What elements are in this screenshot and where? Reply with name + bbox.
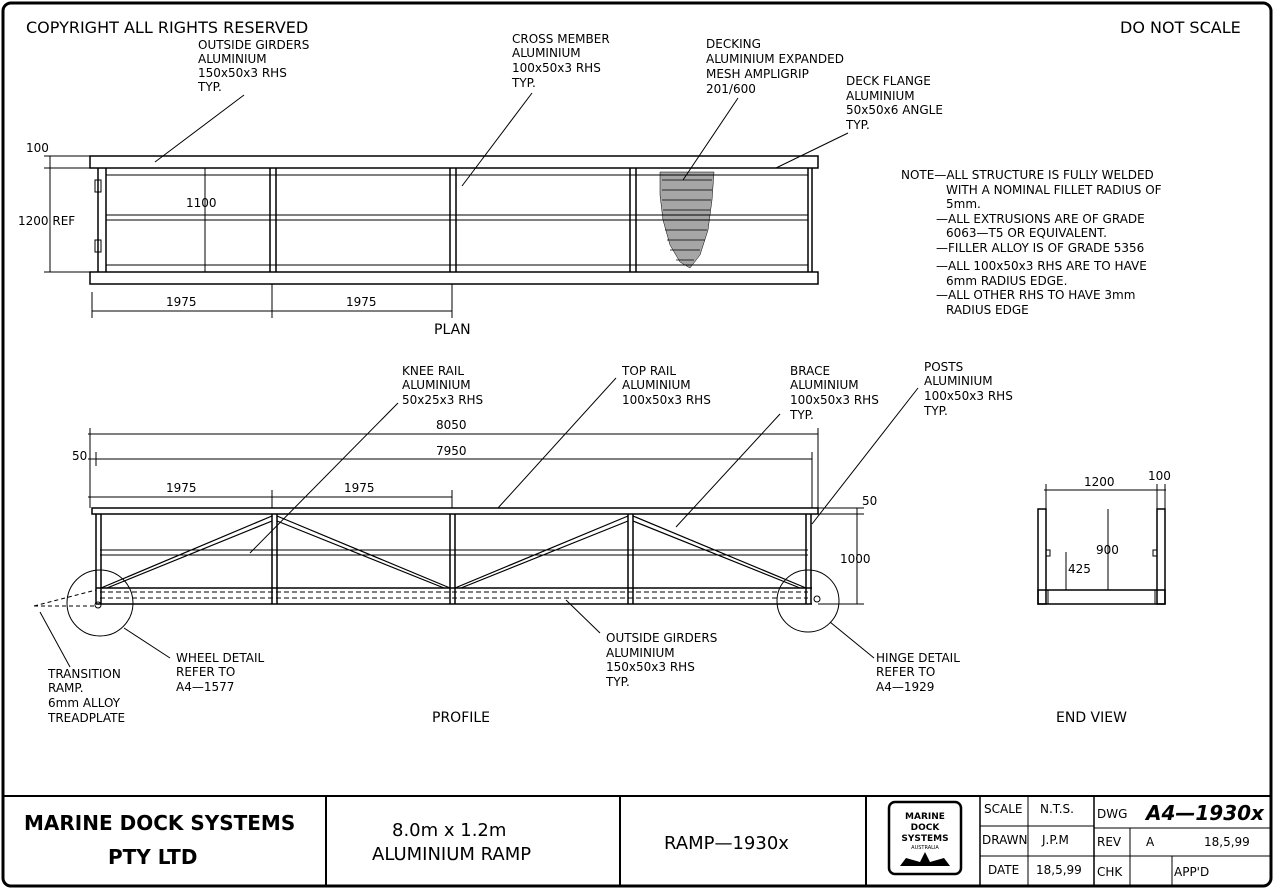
note-line-5: 6063—T5 OR EQUIVALENT.: [946, 226, 1107, 240]
plan-outside-girders-line2: ALUMINIUM: [198, 52, 267, 66]
plan-view: [18, 32, 943, 338]
cross-member-line2: ALUMINIUM: [512, 46, 581, 60]
plan-outside-girders-line3: 150x50x3 RHS: [198, 66, 287, 80]
brace-line1: BRACE: [790, 364, 831, 378]
decking-line4: 201/600: [706, 82, 756, 96]
profile-dim-1975-a: 1975: [166, 481, 197, 495]
profile-dim-1975-b: 1975: [344, 481, 375, 495]
knee-rail-line2: ALUMINIUM: [402, 378, 471, 392]
profile-outside-girders-line4: TYP.: [606, 675, 630, 689]
date-label: DATE: [988, 863, 1020, 877]
svg-text:AUSTRALIA: AUSTRALIA: [911, 845, 939, 851]
posts-line1: POSTS: [924, 360, 964, 374]
wheel-detail-line2: REFER TO: [176, 665, 236, 679]
decking-line3: MESH AMPLIGRIP: [706, 67, 809, 81]
scale-value: N.T.S.: [1040, 802, 1074, 816]
hinge-detail-circle: [777, 570, 839, 632]
drawing-number: A4—1930x: [1146, 801, 1264, 825]
plan-title: PLAN: [434, 322, 471, 338]
end-view: [1038, 469, 1171, 726]
svg-text:SYSTEMS: SYSTEMS: [901, 834, 949, 844]
dwg-label: DWG: [1097, 807, 1128, 821]
svg-text:OUTSIDE GIRDERS: [198, 38, 309, 52]
end-dim-425: 425: [1068, 562, 1091, 576]
wheel-detail-line1: WHEEL DETAIL: [176, 651, 265, 665]
plan-dim-100: 100: [26, 141, 49, 155]
posts-line2: ALUMINIUM: [924, 374, 993, 388]
part-number: RAMP—1930x: [664, 833, 789, 854]
decking-line2: ALUMINIUM EXPANDED: [706, 52, 844, 66]
svg-text:DECK FLANGE: [846, 74, 931, 88]
company-name-line1: MARINE DOCK SYSTEMS: [24, 811, 296, 835]
deck-flange-line2: ALUMINIUM: [846, 89, 915, 103]
profile-title: PROFILE: [432, 710, 491, 726]
company-name-line2: PTY LTD: [108, 845, 198, 869]
svg-text:MESH AMPLIGRIP: [706, 67, 809, 81]
svg-text:100x50x3 RHS: [512, 61, 601, 75]
brace-line3: 100x50x3 RHS: [790, 393, 879, 407]
plan-outside-girders-line4: TYP.: [198, 80, 222, 94]
transition-ramp-line4: TREADPLATE: [48, 711, 126, 725]
do-not-scale-text: DO NOT SCALE: [1120, 18, 1241, 37]
brace-line2: ALUMINIUM: [790, 378, 859, 392]
cross-member-line1: CROSS MEMBER: [512, 32, 610, 46]
svg-text:TYP.: [197, 80, 222, 94]
brace-line4: TYP.: [790, 408, 814, 422]
profile-dim-8050: 8050: [436, 418, 467, 432]
date-value: 18,5,99: [1036, 863, 1082, 877]
profile-outside-girders-line2: ALUMINIUM: [606, 646, 675, 660]
knee-rail-line3: 50x25x3 RHS: [402, 393, 484, 407]
svg-text:TYP.: [845, 118, 870, 132]
deck-flange-line3: 50x50x6 ANGLE: [846, 103, 943, 117]
note-line-9: —ALL OTHER RHS TO HAVE 3mm: [936, 288, 1136, 302]
transition-ramp-line1: TRANSITION: [48, 667, 121, 681]
svg-text:MARINE: MARINE: [905, 812, 945, 822]
plan-dim-1100: 1100: [186, 196, 217, 210]
deck-flange-line4: TYP.: [846, 118, 870, 132]
svg-text:ALUMINIUM EXPANDED: [706, 52, 844, 66]
drawn-label: DRAWN: [982, 833, 1028, 847]
hinge-detail-line2: REFER TO: [876, 665, 936, 679]
plan-dim-1200-ref: 1200 REF: [18, 214, 76, 228]
plan-outside-girders-line1: OUTSIDE GIRDERS: [198, 38, 310, 52]
svg-text:CROSS MEMBER: [512, 32, 610, 46]
svg-text:50x50x6 ANGLE: [846, 103, 943, 117]
note-line-7: —ALL 100x50x3 RHS ARE TO HAVE: [936, 259, 1147, 273]
cross-member-line4: TYP.: [512, 76, 536, 90]
chk-label: CHK: [1097, 865, 1123, 879]
svg-text:DECKING: [706, 37, 761, 51]
top-rail-line1: TOP RAIL: [622, 364, 677, 378]
transition-ramp-line3: 6mm ALLOY: [48, 696, 121, 710]
knee-rail-line1: KNEE RAIL: [402, 364, 465, 378]
svg-text:ALUMINIUM: [198, 52, 267, 66]
note-line-1: NOTE—ALL STRUCTURE IS FULLY WELDED: [901, 168, 1154, 182]
drawn-value: J.P.M: [1042, 833, 1069, 847]
svg-text:TYP.: [511, 76, 536, 90]
top-rail-line2: ALUMINIUM: [622, 378, 691, 392]
svg-text:150x50x3 RHS: [198, 66, 287, 80]
note-line-3: 5mm.: [946, 197, 981, 211]
description-line1: 8.0m x 1.2m: [392, 820, 507, 841]
deck-flange-line1: DECK FLANGE: [846, 74, 931, 88]
rev-label: REV: [1097, 835, 1122, 849]
end-view-title: END VIEW: [1056, 710, 1127, 726]
note-line-4: —ALL EXTRUSIONS ARE OF GRADE: [936, 212, 1145, 226]
plan-dim-1975-b: 1975: [346, 295, 377, 309]
title-block: [3, 796, 1271, 886]
end-dim-900: 900: [1096, 543, 1119, 557]
cross-member-line3: 100x50x3 RHS: [512, 61, 601, 75]
copyright-text: COPYRIGHT ALL RIGHTS RESERVED: [26, 18, 309, 37]
transition-ramp-line2: RAMP.: [48, 681, 84, 695]
sheet-border: [3, 3, 1271, 886]
posts-line4: TYP.: [924, 404, 948, 418]
company-logo: [889, 802, 961, 874]
end-dim-100: 100: [1148, 469, 1171, 483]
notes: [901, 168, 1162, 317]
rev-value: A: [1146, 835, 1155, 849]
wheel-detail-line3: A4—1577: [176, 680, 235, 694]
svg-text:ALUMINIUM: [846, 89, 915, 103]
profile-outside-girders-line1: OUTSIDE GIRDERS: [606, 631, 718, 645]
svg-text:DOCK: DOCK: [910, 823, 940, 833]
profile-view: [34, 360, 1013, 726]
profile-dim-1000: 1000: [840, 552, 871, 566]
appd-label: APP'D: [1174, 865, 1210, 879]
rev-date: 18,5,99: [1204, 835, 1250, 849]
posts-line3: 100x50x3 RHS: [924, 389, 1013, 403]
hinge-detail-line1: HINGE DETAIL: [876, 651, 960, 665]
profile-dim-50-left: 50: [72, 449, 88, 463]
plan-dim-1975-a: 1975: [166, 295, 197, 309]
note-line-8: 6mm RADIUS EDGE.: [946, 274, 1068, 288]
note-line-6: —FILLER ALLOY IS OF GRADE 5356: [936, 241, 1145, 255]
profile-outside-girders-line3: 150x50x3 RHS: [606, 660, 695, 674]
note-line-10: RADIUS EDGE: [946, 303, 1029, 317]
end-dim-1200: 1200: [1084, 475, 1115, 489]
svg-text:201/600: [706, 82, 756, 96]
top-rail-line3: 100x50x3 RHS: [622, 393, 711, 407]
note-line-2: WITH A NOMINAL FILLET RADIUS OF: [946, 183, 1162, 197]
decking-line1: DECKING: [706, 37, 761, 51]
hinge-detail-line3: A4—1929: [876, 680, 935, 694]
svg-text:ALUMINIUM: [512, 46, 581, 60]
scale-label: SCALE: [984, 802, 1023, 816]
description-line2: ALUMINIUM RAMP: [372, 844, 532, 865]
profile-dim-50-right: 50: [862, 494, 878, 508]
profile-dim-7950: 7950: [436, 444, 467, 458]
